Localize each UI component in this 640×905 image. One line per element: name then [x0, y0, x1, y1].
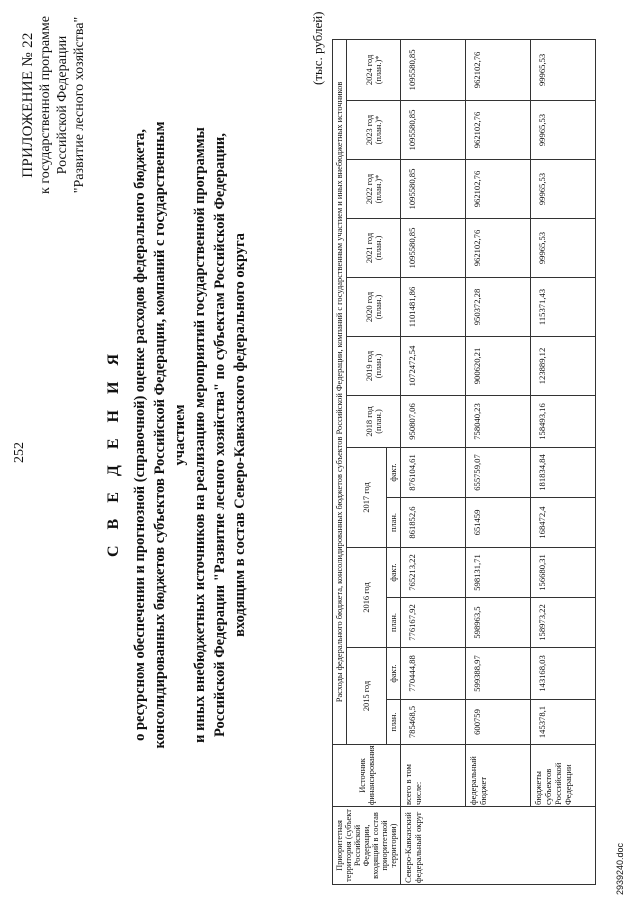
units-label: (тыс. рублей)	[310, 11, 325, 85]
header-fact-2015: факт.	[387, 648, 401, 700]
value-cell: 1095580,85	[401, 39, 466, 100]
header-source: Источник финансирования	[333, 745, 401, 807]
value-cell: 99965,53	[531, 219, 596, 278]
value-cell: 900620,21	[466, 337, 531, 396]
value-cell: 99965,53	[531, 160, 596, 219]
header-year-2022: 2022 год (план.)*	[347, 160, 401, 219]
value-cell: 765213,22	[401, 548, 466, 598]
value-cell: 1095580,85	[401, 219, 466, 278]
value-cell: 181834,84	[531, 448, 596, 498]
header-year-2024: 2024 год (план.)*	[347, 39, 401, 100]
value-cell: 962102,76	[466, 39, 531, 100]
header-year-2015: 2015 год	[347, 648, 387, 745]
header-year-2017: 2017 год	[347, 448, 387, 548]
appendix-line-3: "Развитие лесного хозяйства"	[72, 16, 87, 194]
source-cell: бюджеты субъектов Российской Федерации	[531, 745, 596, 807]
value-cell: 123889,12	[531, 337, 596, 396]
value-cell: 1095580,85	[401, 160, 466, 219]
value-cell: 600759	[466, 700, 531, 745]
title-line-3: и иных внебюджетных источников на реализацию мероприятий государственной программы	[192, 127, 208, 743]
value-cell: 599388,97	[466, 648, 531, 700]
value-cell: 158973,22	[531, 598, 596, 648]
title-line-5: входящим в состав Северо-Кавказского федерального округа	[232, 233, 248, 637]
document-title	[130, 115, 250, 755]
value-cell: 770444,88	[401, 648, 466, 700]
header-year-2021: 2021 год (план.)	[347, 219, 401, 278]
value-cell: 655759,07	[466, 448, 531, 498]
appendix-line-2: Российской Федерации	[55, 35, 70, 175]
territory-cell: Северо-Кавказский федеральный округ	[401, 807, 596, 885]
appendix-line-1: к государственной программе	[38, 16, 53, 194]
appendix-number: ПРИЛОЖЕНИЕ № 22	[20, 32, 36, 178]
header-year-2018: 2018 год (план.)	[347, 396, 401, 448]
value-cell: 962102,76	[466, 219, 531, 278]
resource-table-wrapper	[332, 40, 596, 885]
value-cell: 1095580,85	[401, 101, 466, 160]
resource-table	[332, 39, 596, 885]
value-cell: 1101481,86	[401, 278, 466, 337]
appendix-block	[20, 5, 88, 205]
value-cell: 143168,03	[531, 648, 596, 700]
value-cell: 1072472,54	[401, 337, 466, 396]
source-cell: федеральный бюджет	[466, 745, 531, 807]
value-cell: 598963,5	[466, 598, 531, 648]
title-line-1: о ресурсном обеспечении и прогнозной (справочной) оценке расходов федерального бюджета,	[132, 129, 148, 741]
header-fact-2016: факт.	[387, 548, 401, 598]
title-line-4: Российской Федерации "Развитие лесного хозяйства" по субъектам Российской Федерации,	[212, 133, 228, 737]
value-cell: 776167,92	[401, 598, 466, 648]
value-cell: 785468,5	[401, 700, 466, 745]
value-cell: 156680,31	[531, 548, 596, 598]
header-plan-2016: план.	[387, 598, 401, 648]
source-cell: всего в том числе:	[401, 745, 466, 807]
header-territory: Приоритетная территория (субъект Российской Федерации, входящий в состав приоритетной территории)	[333, 807, 401, 885]
value-cell: 598131,71	[466, 548, 531, 598]
header-year-2020: 2020 год (план.)	[347, 278, 401, 337]
value-cell: 861852,6	[401, 498, 466, 548]
value-cell: 758040,23	[466, 396, 531, 448]
value-cell: 962102,76	[466, 101, 531, 160]
value-cell: 651459	[466, 498, 531, 548]
value-cell: 168472,4	[531, 498, 596, 548]
header-year-2023: 2023 год (план.)*	[347, 101, 401, 160]
value-cell: 962102,76	[466, 160, 531, 219]
header-fact-2017: факт.	[387, 448, 401, 498]
table-row	[531, 39, 596, 884]
header-year-2019: 2019 год (план.)	[347, 337, 401, 396]
document-heading: С В Е Д Е Н И Я	[105, 347, 122, 558]
file-reference: 2939240.doc	[615, 842, 625, 895]
value-cell: 950372,28	[466, 278, 531, 337]
value-cell: 158493,16	[531, 396, 596, 448]
value-cell: 145378,1	[531, 700, 596, 745]
header-year-2016: 2016 год	[347, 548, 387, 648]
value-cell: 876104,61	[401, 448, 466, 498]
header-expenses-group: Расходы федерального бюджета, консолидированных бюджетов субъектов Российской Федерации, компаний с государственным участием и иных внебюджетных источников	[333, 39, 347, 744]
value-cell: 99965,53	[531, 39, 596, 100]
table-row	[466, 39, 531, 884]
header-plan-2015: план.	[387, 700, 401, 745]
value-cell: 950807,06	[401, 396, 466, 448]
value-cell: 99965,53	[531, 101, 596, 160]
header-plan-2017: план.	[387, 498, 401, 548]
page-number: 252	[12, 442, 27, 463]
table-row	[401, 39, 466, 884]
title-line-2: консолидированных бюджетов субъектов Российской Федерации, компаний с государственным участием	[152, 121, 188, 749]
value-cell: 115371,43	[531, 278, 596, 337]
